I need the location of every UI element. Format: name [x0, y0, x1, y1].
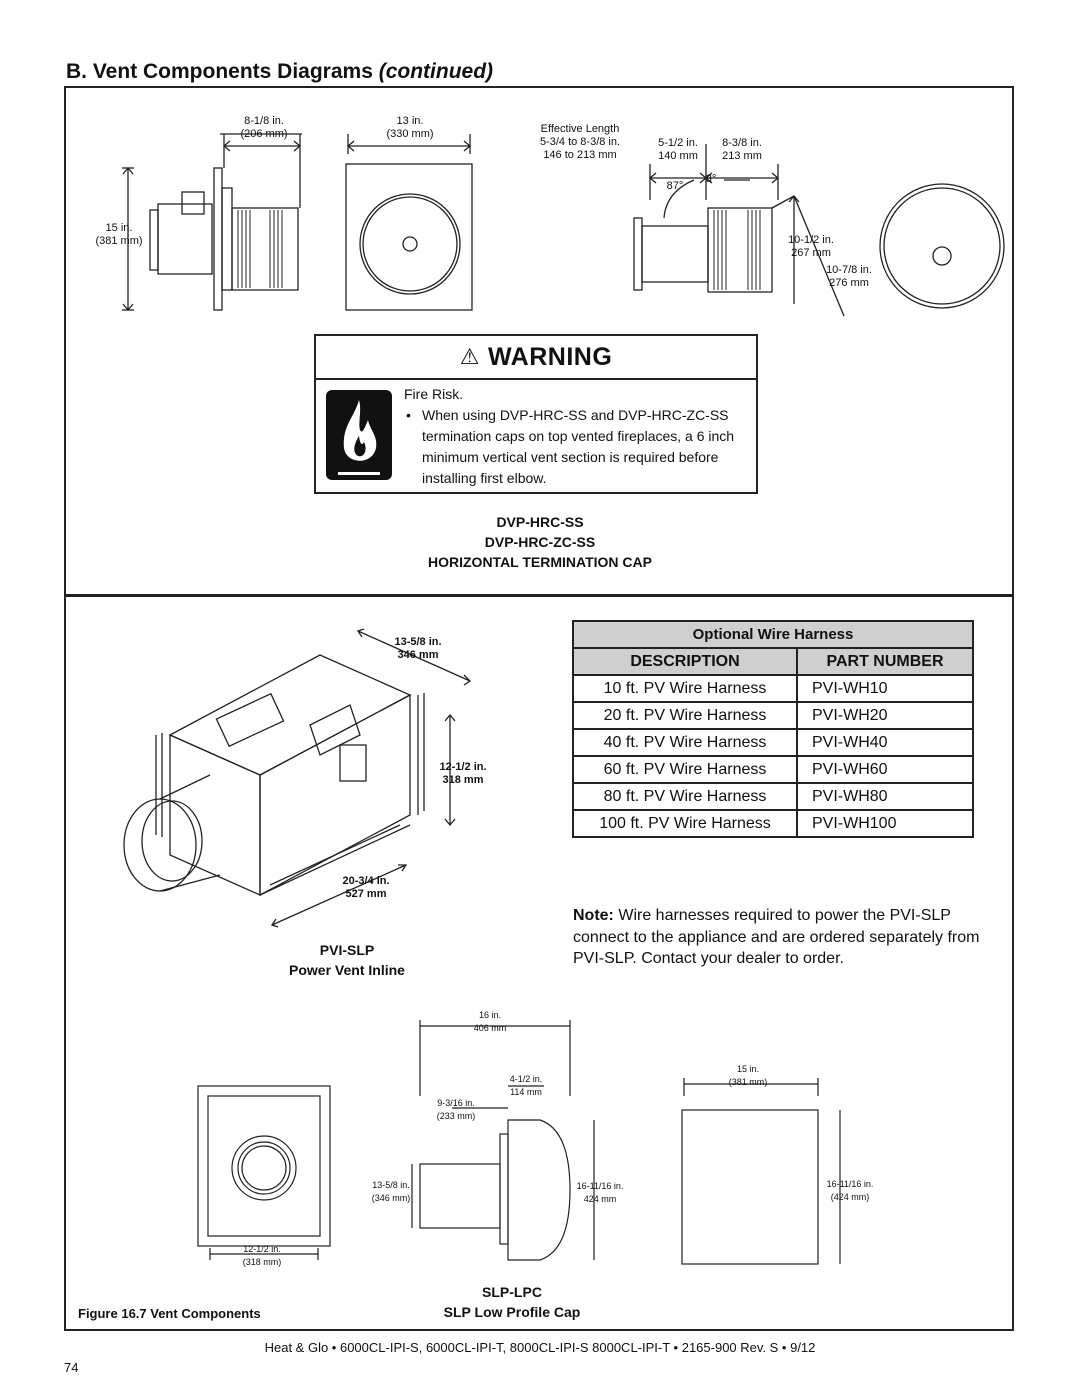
dim-b-label — [712, 137, 772, 163]
row-part-number: PVI-WH20 — [797, 702, 973, 729]
slp-dim-e-in: 12-1/2 in. — [243, 1244, 281, 1254]
row-description: 10 ft. PV Wire Harness — [573, 675, 797, 702]
slp-rear-view — [682, 1078, 840, 1264]
pvi-dim-bottom — [335, 875, 397, 901]
effective-length-title: Effective Length — [540, 123, 620, 135]
pvi-dim-bottom-mm: 527 mm — [345, 888, 387, 900]
slp-dim-d-in: 16-11/16 in. — [576, 1181, 624, 1191]
caption-title: HORIZONTAL TERMINATION CAP — [428, 554, 652, 570]
slp-side-view — [412, 1020, 594, 1260]
slp-dim-c — [366, 1179, 416, 1205]
pvi-dim-right-mm: 318 mm — [442, 774, 484, 786]
figure-caption: Figure 16.7 Vent Components — [78, 1306, 261, 1321]
slp-caption — [412, 1282, 612, 1322]
front-width-in: 13 in. — [396, 115, 424, 127]
table-row — [573, 756, 973, 783]
round-view-drawing — [880, 184, 1004, 308]
col-part-number: PART NUMBER — [797, 648, 973, 675]
slp-lpc-drawings — [190, 1000, 890, 1280]
fire-icon — [324, 386, 394, 486]
slp-dim-e — [234, 1243, 290, 1269]
dim-d-in: 10-7/8 in. — [826, 264, 872, 276]
dim-b-in: 8-3/8 in. — [722, 137, 762, 149]
slp-dim-a-in: 4-1/2 in. — [509, 1074, 543, 1084]
dim-c-mm: 267 mm — [791, 247, 831, 259]
section-divider — [64, 594, 1014, 597]
warning-bullet: • When using DVP-HRC-SS and DVP-HRC-ZC-SS termination caps on top vented fireplaces, a 6 inch minimum vertical vent section is required before installing first elbow. — [422, 405, 754, 489]
row-description: 20 ft. PV Wire Harness — [573, 702, 797, 729]
slp-dim-f-in: 15 in. — [736, 1064, 760, 1074]
dim-d-mm: 276 mm — [829, 277, 869, 289]
page-number: 74 — [64, 1360, 79, 1375]
note-label: Note: — [573, 907, 614, 924]
slp-dim-c-mm: (346 mm) — [371, 1193, 411, 1203]
dim-d-label — [818, 264, 880, 290]
slp-dim-width — [470, 1009, 510, 1035]
front-view-drawing — [346, 134, 472, 310]
front-width-label — [375, 115, 445, 141]
pvi-caption-model: PVI-SLP — [319, 942, 375, 958]
side-height-in: 15 in. — [105, 222, 133, 234]
harness-note — [573, 905, 1003, 970]
note-text: Wire harnesses required to power the PVI-SLP connect to the appliance and are ordered separately from PVI-SLP. Contact your dealer to order. — [573, 907, 980, 967]
caption-model-1: DVP-HRC-SS — [496, 514, 584, 530]
slp-dim-d — [572, 1180, 628, 1206]
row-description: 40 ft. PV Wire Harness — [573, 729, 797, 756]
warning-header — [316, 336, 756, 380]
pvi-dim-top-in: 13-5/8 in. — [394, 636, 442, 648]
warning-text — [404, 384, 754, 489]
slp-dim-a-mm: 114 mm — [510, 1087, 542, 1097]
page-heading — [66, 60, 493, 84]
caption-model-2: DVP-HRC-ZC-SS — [484, 534, 596, 550]
warning-triangle-icon: ⚠ — [459, 344, 480, 369]
angled-side-drawing — [634, 144, 844, 316]
termination-cap-caption — [340, 512, 740, 572]
front-width-mm: (330 mm) — [386, 128, 434, 140]
slp-caption-title: SLP Low Profile Cap — [443, 1304, 581, 1320]
slp-front-view — [198, 1086, 330, 1260]
heading-continued: (continued) — [378, 60, 494, 83]
table-row — [573, 783, 973, 810]
warning-box — [314, 334, 758, 494]
slp-dim-c-in: 13-5/8 in. — [372, 1180, 410, 1190]
wire-harness-table — [572, 620, 974, 838]
dim-a-in: 5-1/2 in. — [658, 137, 698, 149]
table-row — [573, 810, 973, 837]
col-description: DESCRIPTION — [573, 648, 797, 675]
pvi-dim-top-mm: 346 mm — [397, 649, 439, 661]
effective-length-in: 5-3/4 to 8-3/8 in. — [539, 136, 621, 148]
page-footer: Heat & Glo • 6000CL-IPI-S, 6000CL-IPI-T, 8000CL-IPI-S 8000CL-IPI-T • 2165-900 Rev. S • 9/12 — [264, 1340, 816, 1355]
dim-b-mm: 213 mm — [722, 150, 762, 162]
dim-c-in: 10-1/2 in. — [788, 234, 834, 246]
pvi-dim-top — [388, 636, 448, 662]
slp-dim-a — [504, 1073, 548, 1099]
slp-dim-width-in: 16 in. — [478, 1010, 502, 1020]
slp-dim-f-mm: (381 mm) — [728, 1077, 768, 1087]
side-width-mm: (206 mm) — [240, 128, 288, 140]
heading-main: B. Vent Components Diagrams — [66, 60, 373, 83]
slp-caption-model: SLP-LPC — [482, 1284, 542, 1300]
side-height-label — [84, 222, 154, 248]
pvi-dim-right-in: 12-1/2 in. — [439, 761, 487, 773]
effective-length-mm: 146 to 213 mm — [543, 149, 617, 161]
table-row — [573, 729, 973, 756]
slp-dim-g-in: 16-11/16 in. — [826, 1179, 874, 1189]
angle-3-label: 3° — [705, 173, 717, 185]
side-width-label — [229, 115, 299, 141]
pvi-dim-right — [432, 761, 494, 787]
warning-title: WARNING — [487, 342, 613, 371]
row-part-number: PVI-WH40 — [797, 729, 973, 756]
dim-a-mm: 140 mm — [658, 150, 698, 162]
warning-lead: Fire Risk. — [404, 386, 464, 402]
angle-87-label: 87° — [666, 180, 684, 192]
row-part-number: PVI-WH60 — [797, 756, 973, 783]
slp-dim-width-mm: 406 mm — [473, 1023, 507, 1033]
slp-dim-e-mm: (318 mm) — [242, 1257, 282, 1267]
row-description: 60 ft. PV Wire Harness — [573, 756, 797, 783]
slp-dim-b — [432, 1097, 480, 1123]
row-part-number: PVI-WH10 — [797, 675, 973, 702]
row-part-number: PVI-WH100 — [797, 810, 973, 837]
table-row — [573, 675, 973, 702]
dim-c-label — [781, 234, 841, 260]
pvi-dim-bottom-in: 20-3/4 in. — [342, 875, 390, 887]
side-width-in: 8-1/8 in. — [244, 115, 284, 127]
slp-dim-b-in: 9-3/16 in. — [437, 1098, 475, 1108]
row-description: 100 ft. PV Wire Harness — [573, 810, 797, 837]
slp-dim-b-mm: (233 mm) — [436, 1111, 476, 1121]
side-height-mm: (381 mm) — [95, 235, 143, 247]
effective-length-label — [528, 123, 632, 162]
slp-dim-g — [820, 1178, 880, 1204]
pvi-caption-title: Power Vent Inline — [289, 962, 405, 978]
table-title: Optional Wire Harness — [573, 621, 973, 648]
dim-a-label — [650, 137, 706, 163]
slp-dim-d-mm: 424 mm — [583, 1194, 617, 1204]
slp-dim-f — [718, 1063, 778, 1089]
row-part-number: PVI-WH80 — [797, 783, 973, 810]
pvi-caption — [247, 940, 447, 980]
row-description: 80 ft. PV Wire Harness — [573, 783, 797, 810]
slp-dim-g-mm: (424 mm) — [830, 1192, 870, 1202]
table-row — [573, 702, 973, 729]
